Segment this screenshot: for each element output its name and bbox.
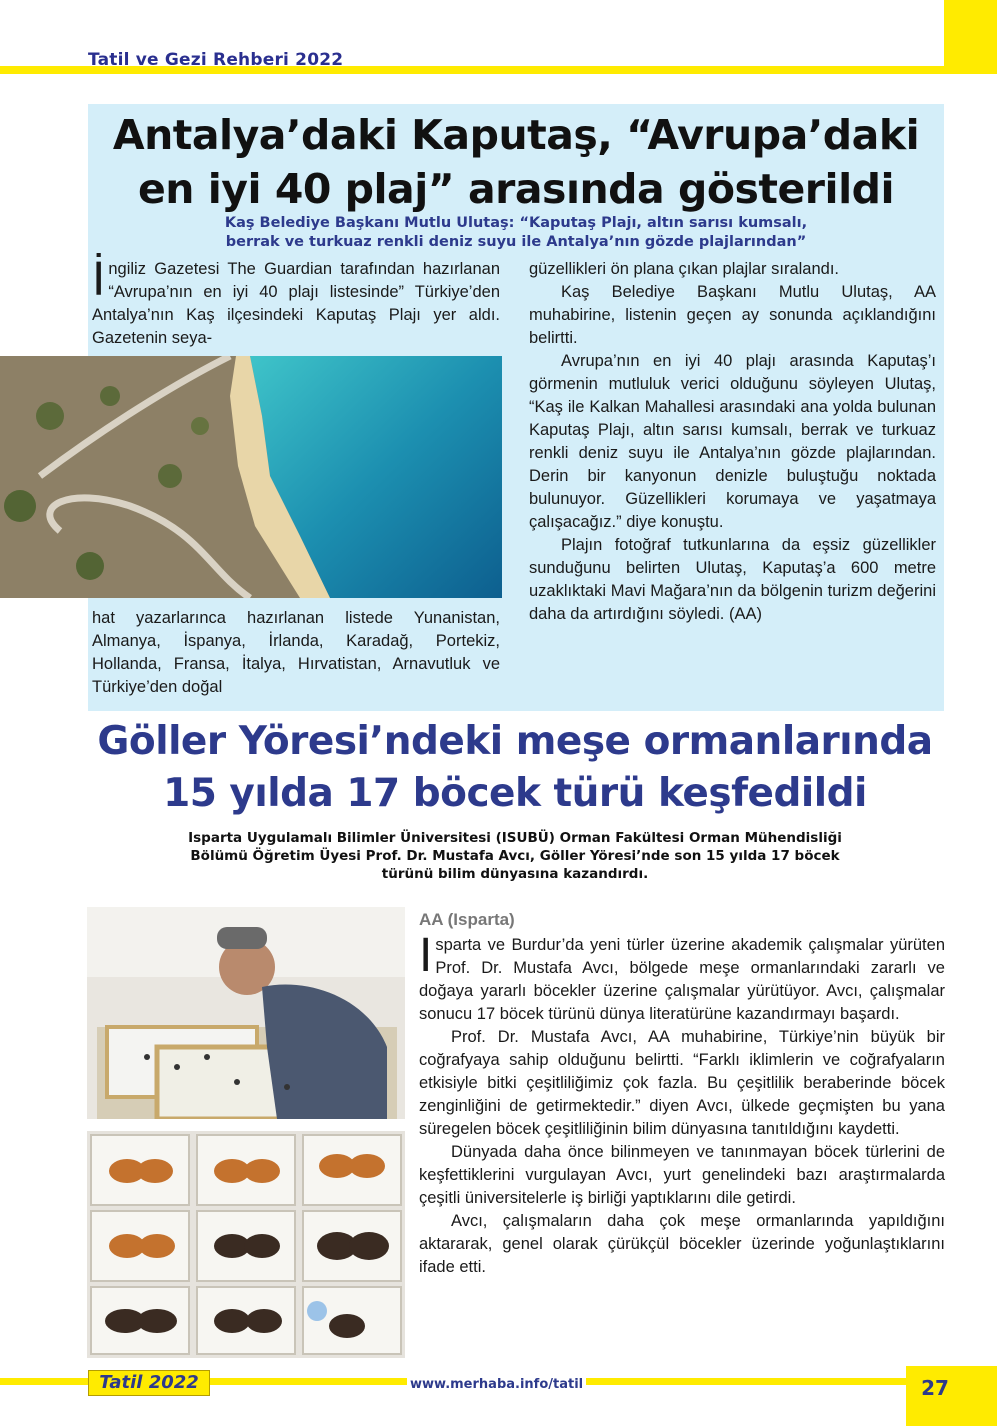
header-corner-block: [944, 0, 997, 74]
footer-website-link[interactable]: www.merhaba.info/tatil: [407, 1377, 586, 1392]
article1-subhead: [96, 214, 936, 252]
article2-headline-line1: Göller Yöresi’ndeki meşe ormanlarında: [97, 719, 933, 764]
article2-subhead: [90, 829, 940, 883]
article2-paragraph2: Prof. Dr. Mustafa Avcı, AA muhabirine, Türkiye’nin büyük bir coğrafyaya sahip olduğunu belirtti. “Farklı iklimlerin ve coğrafyaların etkisiyle bitki çeşitliliğimiz çok fazla. Bu çeşitlilik beraberinde böcek zenginliğini de getirmektedir.” diyen Avcı, ülkede geçmişten bu yana süregelen böcek çeşitliliğinin bilim dünyasına tanıtıldığını kaydetti.: [419, 1028, 945, 1138]
article2-paragraph4: Avcı, çalışmaların daha çok meşe ormanlarında yapıldığını aktararak, genel olarak çürükçül böcekler üzerinde yoğunlaştıklarını ifade etti.: [419, 1212, 945, 1276]
kaputas-beach-photo: [0, 356, 502, 598]
article2-text-column: [419, 929, 945, 1279]
article1-right-column: [529, 258, 936, 626]
article1-right-paragraph4: Plajın fotoğraf tutkunlarına da eşsiz güzellikler sunduğunu belirten Ulutaş, Kaputaş’a 600 metre uzaklıktaki Mavi Mağara’nın da bölgenin turizm değerini daha da artırdığını söyledi. (AA): [529, 536, 936, 623]
butterfly-collection-photo: [87, 1131, 405, 1358]
article1-right-paragraph3: Avrupa’nın en iyi 40 plajı arasında Kaputaş’ı görmenin mutluluk verici olduğunu söyleyen Ulutaş, “Kaş ile Kalkan Mahallesi arasındaki ana yolda bulunan Kaputaş Plajı, altın sarısı kumsalı, berrak ve turkuaz renkli deniz suyu ile Antalya’nın gözde plajlarından. Derin bir kanyonun denizle buluştuğu noktada bulunuyor. Güzellikleri korumaya ve yaşatmaya çalışacağız.” diye konuştu.: [529, 352, 936, 531]
article1-left-column-top: [92, 253, 500, 350]
article2-paragraph3: Dünyada daha önce bilinmeyen ve tanınmayan böcek türlerini de keşfettiklerini vurgulayan Avcı, yurt genelindeki bazı araştırmalarda çeşitli üniversitelerle iş birliği yaptıklarını dile getirdi.: [419, 1143, 945, 1207]
footer-tatil-label: Tatil 2022: [88, 1370, 210, 1396]
article1-subhead-line1: Kaş Belediye Başkanı Mutlu Ulutaş: “Kaputaş Plajı, altın sarısı kumsalı,: [224, 215, 808, 231]
article1-left-paragraph1: ngiliz Gazetesi The Guardian tarafından hazırlanan “Avrupa’nın en iyi 40 plajı listesinde” Türkiye’den Antalya’nın Kaş ilçesindeki Kaputaş Plajı yer aldı. Gazetenin seya-: [92, 260, 500, 347]
guide-title: Tatil ve Gezi Rehberi 2022: [88, 50, 344, 70]
article2-byline: AA (Isparta): [419, 910, 515, 929]
article1-headline-line1: Antalya’daki Kaputaş, “Avrupa’daki: [112, 111, 920, 159]
article1-headline: [88, 108, 944, 216]
article1-headline-line2: en iyi 40 plaj” arasında gösterildi: [137, 165, 895, 213]
article2-dropcap: I: [419, 929, 433, 982]
professor-lab-photo: [87, 907, 405, 1119]
article2-subhead-line1: Isparta Uygulamalı Bilimler Üniversitesi (ISUBÜ) Orman Fakültesi Orman Mühendisliği: [188, 830, 842, 846]
page-number: 27: [921, 1376, 949, 1400]
article1-right-paragraph2: Kaş Belediye Başkanı Mutlu Ulutaş, AA muhabirine, listenin geçen ay sonunda açıklandığını belirtti.: [529, 283, 936, 347]
article1-left-column-bottom: [92, 607, 500, 699]
article2-subhead-line3: türünü bilim dünyasına kazandırdı.: [381, 866, 649, 882]
article2-subhead-line2: Bölümü Öğretim Üyesi Prof. Dr. Mustafa Avcı, Göller Yöresi’nde son 15 yılda 17 böcek: [190, 848, 840, 864]
article2-headline-line2: 15 yılda 17 böcek türü keşfedildi: [163, 771, 867, 816]
article1-right-paragraph1: güzellikleri ön plana çıkan plajlar sıralandı.: [529, 260, 840, 278]
article1-left-paragraph2: hat yazarlarınca hazırlanan listede Yunanistan, Almanya, İspanya, İrlanda, Karadağ, Portekiz, Hollanda, Fransa, İtalya, Hırvatistan, Arnavutluk ve Türkiye’den doğal: [92, 609, 500, 696]
article1-subhead-line2: berrak ve turkuaz renkli deniz suyu ile Antalya’nın gözde plajlarından”: [225, 234, 807, 250]
article2-paragraph1: sparta ve Burdur’da yeni türler üzerine akademik çalışmalar yürüten Prof. Dr. Mustafa Avcı, bölgede meşe ormanlarındaki zararlı ve doğaya yararlı böcekler üzerine çalışmalar yürütüyor. Avcı, çalışmalar sonucu 17 böcek türünü dünya literatürüne kazandırmayı başardı.: [419, 936, 945, 1023]
article2-headline: [60, 716, 970, 820]
article1-dropcap: İ: [92, 253, 106, 306]
